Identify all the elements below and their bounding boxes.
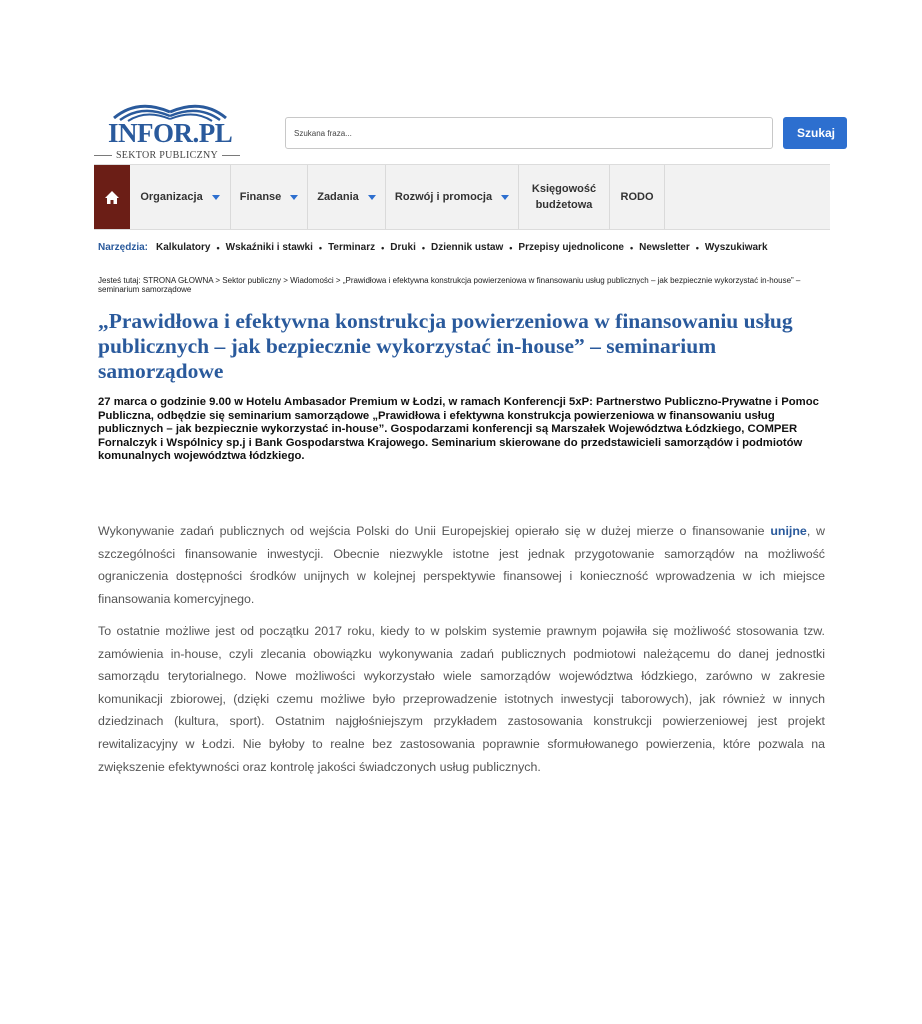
bullet-separator: • [318, 242, 323, 253]
main-nav [94, 164, 830, 230]
site-header-frame [94, 92, 836, 268]
tools-link-dziennik[interactable]: Dziennik ustaw [431, 242, 504, 253]
logo-subtitle [94, 150, 240, 161]
tools-link-wskazniki[interactable]: Wskaźniki i stawki [225, 242, 313, 253]
nav-home-button[interactable] [94, 165, 130, 229]
bullet-separator: • [509, 242, 513, 253]
bullet-separator: • [216, 242, 220, 253]
paragraph-text: Wykonywanie zadań publicznych od wejścia Polski do Unii Europejskiej opierało się w dużej mierze o finansowanie [98, 524, 771, 538]
bullet-separator: • [421, 242, 425, 253]
unijne-link[interactable]: unijne [770, 524, 807, 538]
breadcrumb-current: „Prawidłowa i efektywna konstrukcja powierzeniowa w finansowaniu usług publicznych – jak bezpiecznie wykorzystać in-house” – seminarium samorządowe [98, 276, 801, 294]
tools-link-druki[interactable]: Druki [390, 242, 416, 253]
breadcrumb-home[interactable]: STRONA GŁOWNA [142, 276, 214, 285]
chevron-down-icon [290, 195, 298, 200]
tools-link-kalkulatory[interactable]: Kalkulatory [156, 242, 211, 253]
nav-item-organizacja[interactable] [130, 165, 231, 229]
chevron-down-icon [212, 195, 220, 200]
nav-item-rozwoj[interactable] [386, 165, 519, 229]
nav-item-label: Organizacja [140, 191, 203, 203]
tools-link-terminarz[interactable]: Terminarz [328, 242, 376, 253]
bullet-separator: • [630, 242, 634, 253]
paragraph-text: , w szczególności finansowanie inwestycji. Obecnie niezwykle istotne jest jednak przygotowanie samorządów na możliwość ograniczenia dostępności środków unijnych w kolejnej perspektywie finansowej i konieczność wprowadzenia w ich miejsce finansowania komercyjnego. [98, 524, 826, 606]
nav-item-label: Zadania [317, 191, 359, 203]
article-lead: 27 marca o godzinie 9.00 w Hotelu Ambasador Premium w Łodzi, w ramach Konferencji 5xP: Partnerstwo Publiczno-Prywatne i Pomoc Publiczna, odbędzie się seminarium samorządowe „Prawidłowa i efektywna konstrukcja powierzeniowa w finansowaniu usług publicznych – jak bezpiecznie wykorzystać in-house”. Gospodarzami konferencji są Marszałek Województwa Łódzkiego, COMPER Fornalczyk i Wspólnicy sp.j i Bank Gospodarstwa Krajowego. Seminarium skierowane do przedstawicieli samorządów i podmiotów komunalnych województwa łódzkiego. [98, 396, 819, 463]
tools-link-przepisy[interactable]: Przepisy ujednolicone [518, 242, 624, 253]
breadcrumb-prefix: Jesteś tutaj: [98, 276, 141, 285]
bullet-separator: • [695, 242, 699, 253]
tools-label: Narzędzia: [98, 242, 149, 253]
article-title: „Prawidłowa i efektywna konstrukcja powierzeniowa w finansowaniu usług publicznych – jak bezpiecznie wykorzystać in-house” – seminarium samorządowe [98, 309, 793, 383]
infor-logo[interactable] [94, 96, 244, 160]
tools-link-wyszukiwarka[interactable]: Wyszukiwark [704, 242, 768, 253]
breadcrumb-news[interactable]: Wiadomości [290, 276, 334, 285]
nav-item-ksiegowosc[interactable] [519, 165, 610, 229]
logo-text: INFOR.PL [108, 118, 233, 148]
article-paragraph-1 [98, 520, 825, 610]
search-input[interactable] [285, 117, 773, 149]
logo-line-left [94, 155, 112, 156]
breadcrumb: Jesteś tutaj: STRONA GŁOWNA > Sektor publiczny > Wiadomości > „Prawidłowa i efektywna konstrukcja powierzeniowa w finansowaniu usług publicznych – jak bezpiecznie wykorzystać in-house” – seminarium samorządowe [98, 276, 801, 294]
logo-sub-text: SEKTOR PUBLICZNY [115, 150, 219, 161]
chevron-down-icon [368, 195, 376, 200]
nav-item-rodo[interactable] [610, 165, 665, 229]
nav-item-label: RODO [620, 191, 654, 203]
logo-line-right [222, 155, 240, 156]
breadcrumb-sector[interactable]: Sektor publiczny [222, 276, 281, 285]
article-paragraph-2: To ostatnie możliwe jest od początku 2017 roku, kiedy to w polskim systemie prawnym pojawiła się możliwość stosowania tzw. zamówienia in-house, czyli zlecania obowiązku wykonywania zadań publicznych podmiotowi należącemu do danej jednostki samorządu terytorialnego. Nowe możliwości wykorzystało wiele samorządów województwa łódzkiego, zarówno w zakresie komunikacji zbiorowej, (dzięki czemu możliwe było przeprowadzenie istotnych inwestycji taborowych), jak również w innych dziedzinach (kultura, sport). Ostatnim najgłośniejszym przykładem zastosowania konstrukcji powierzeniowej jest projekt rewitalizacyjny w Łodzi. Nie byłoby to realne bez zastosowania poprawnie sformułowanego powierzenia, które pozwala na zwiększenie efektywności oraz kontrolę jakości świadczonych usług publicznych. [98, 624, 825, 774]
search-button[interactable]: Szukaj [783, 117, 847, 149]
nav-item-zadania[interactable] [308, 165, 386, 229]
nav-item-label: Finanse [239, 191, 282, 203]
chevron-down-icon [501, 195, 509, 200]
home-icon [104, 190, 120, 205]
nav-item-label: Księgowość budżetowa [531, 183, 597, 211]
nav-item-label: Rozwój i promocja [394, 191, 493, 203]
nav-item-finanse[interactable] [231, 165, 308, 229]
bullet-separator: • [381, 242, 385, 253]
tools-link-newsletter[interactable]: Newsletter [639, 242, 690, 253]
tools-bar [98, 242, 838, 253]
